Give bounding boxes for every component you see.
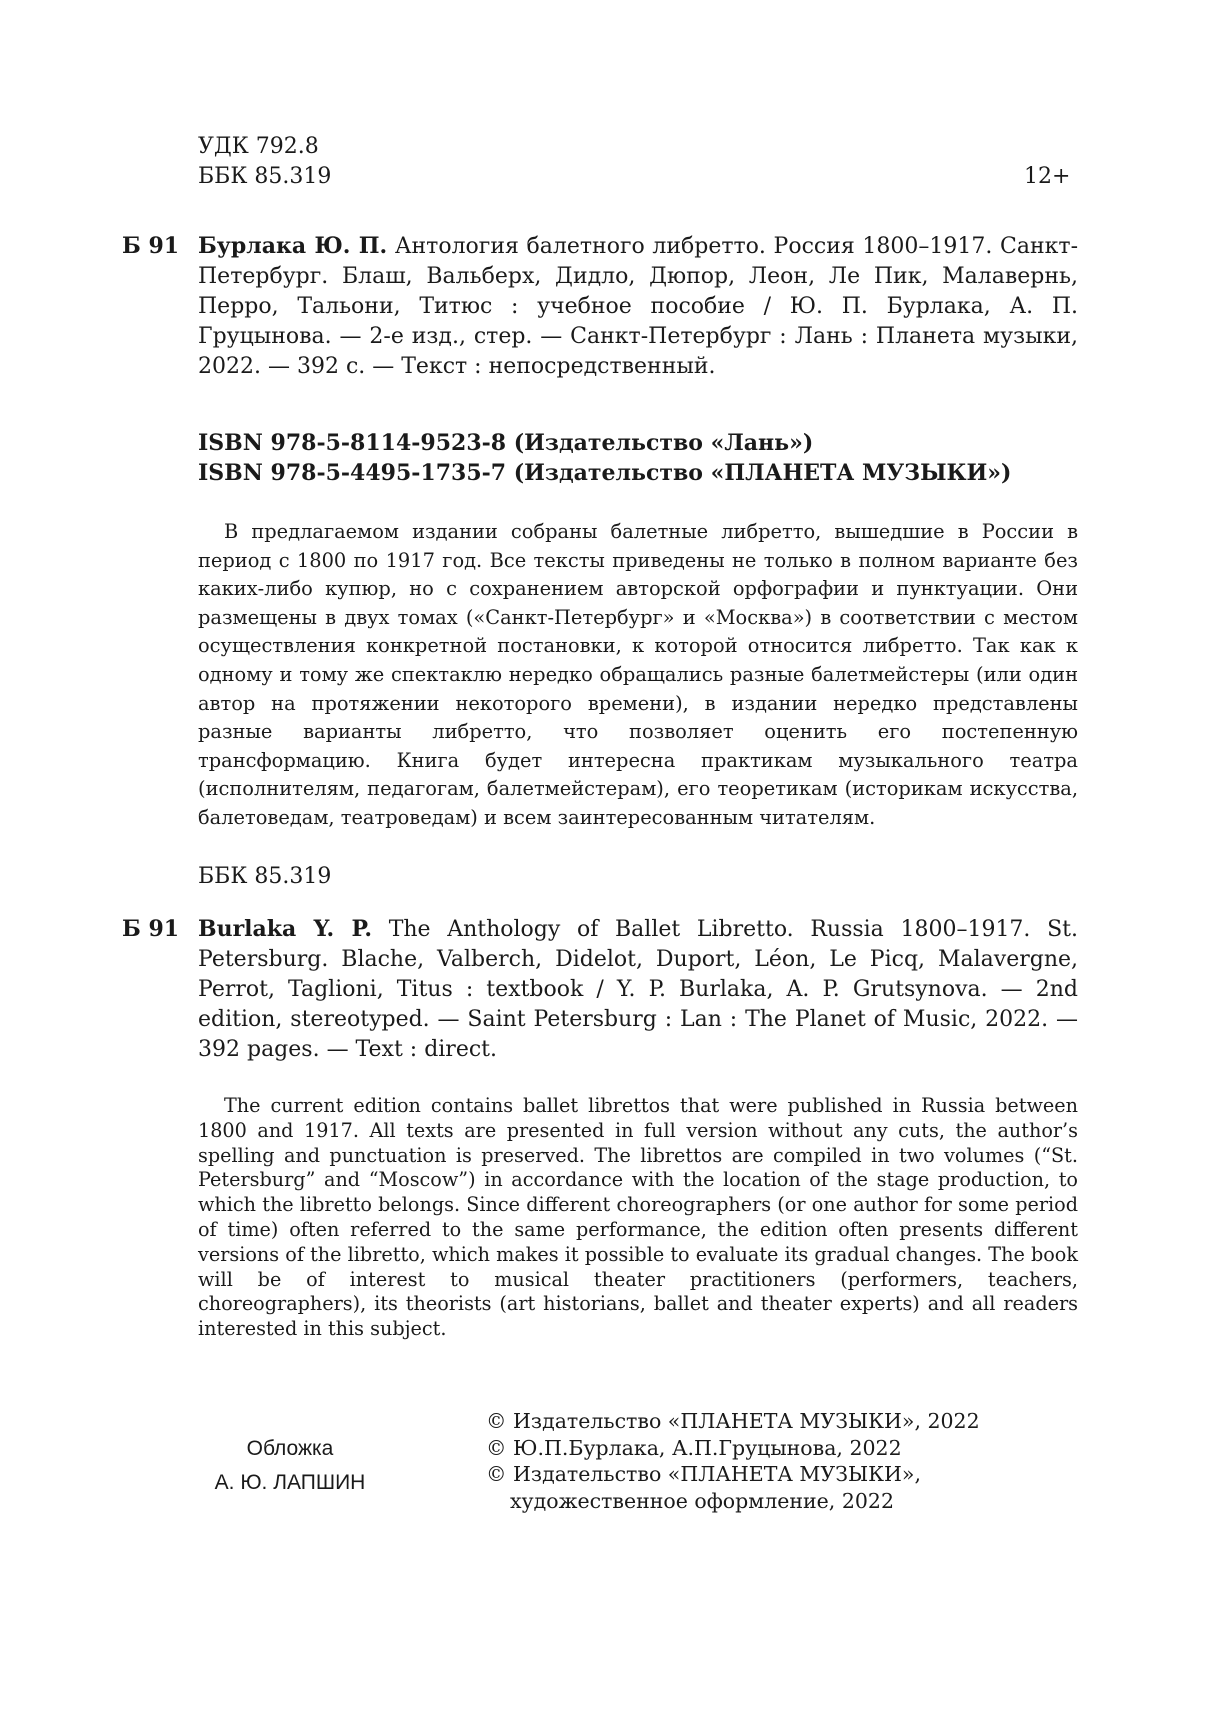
entry-text-en: The Anthology of Ballet Libretto. Russia 1800–1917. St. Petersburg. Blache, Valberch, Didelot, Duport, Léon, Le Picq, Malavergne, Perrot, Taglioni, Titus : textbook / Y. P. Burlaka, A. P. Grutsynova. — 2nd edition, stereotyped. — Saint Petersburg : Lan : The Planet of Music, 2022. — 392 pages. — Text : direct.: [198, 917, 1078, 1062]
isbn-planeta: ISBN 978-5-4495-1735-7 (Издательство «ПЛАНЕТА МУЗЫКИ»): [198, 460, 1012, 486]
bbk-code-repeat: ББК 85.319: [198, 864, 332, 889]
cover-label: Обложка: [246, 1437, 334, 1460]
cover-artist: А. Ю. ЛАПШИН: [214, 1471, 366, 1494]
isbn-block: [198, 428, 1011, 488]
copyright-notices: [486, 1408, 980, 1514]
copyright-design: © Издательство «ПЛАНЕТА МУЗЫКИ»,: [486, 1462, 921, 1486]
entry-text-ru: Антология балетного либретто. Россия 1800–1917. Санкт-Петербург. Блаш, Вальберх, Дидло, Дюпор, Леон, Ле Пик, Малавернь, Перро, Тальони, Титюс : учебное пособие / Ю. П. Бурлака, А. П. Груцынова. — 2-е изд., стер. — Санкт-Петербург : Лань : Планета музыки, 2022. — 392 с. — Текст : непосредственный.: [198, 234, 1079, 379]
copyright-design-detail: художественное оформление, 2022: [510, 1488, 895, 1513]
age-rating: 12+: [1024, 164, 1071, 189]
abstract-ru: В предлагаемом издании собраны балетные либретто, вышедшие в России в период с 1800 по 1917 год. Все тексты приведены не только в полном варианте без каких-либо купюр, но с сохранением авторской орфографии и пунктуации. Они размещены в двух томах («Санкт-Петербург» и «Москва») в соответствии с местом осуществления конкретной постановки, к которой относится либретто. Так как к одному и тому же спектаклю нередко обращались разные балетмейстеры (или один автор на протяжении некоторого времени), в издании нередко представлены разные варианты либретто, что позволяет оценить его постепенную трансформацию. Книга будет интересна практикам музыкального театра (исполнителям, педагогам, балетмейстерам), его теоретикам (историкам искусства, балетоведам, театроведам) и всем заинтересованным читателям.: [198, 520, 1078, 829]
abstract-en: The current edition contains ballet librettos that were published in Russia between 1800 and 1917. All texts are presented in full version without any cuts, the author’s spelling and punctuation is preserved. The librettos are compiled in two volumes (“St. Petersburg” and “Moscow”) in accordance with the location of the stage production, to which the libretto belongs. Since different choreographers (or one author for some period of time) often referred to the same performance, the edition often presents different versions of the libretto, which makes it possible to evaluate its gradual changes. The book will be of interest to musical theater practitioners (performers, teachers, choreographers), its theorists (art historians, ballet and theater experts) and all readers interested in this subject.: [198, 1094, 1078, 1341]
entry-author-ru: Бурлака Ю. П.: [198, 233, 388, 259]
isbn-lan: ISBN 978-5-8114-9523-8 (Издательство «Лань»): [198, 430, 814, 456]
bibliographic-entry-ru: [198, 231, 1078, 382]
copyright-publisher: © Издательство «ПЛАНЕТА МУЗЫКИ», 2022: [486, 1409, 980, 1433]
udk-code: УДК 792.8: [198, 134, 319, 159]
author-mark-ru: Б 91: [122, 233, 180, 259]
copyright-authors: © Ю.П.Бурлака, А.П.Груцынова, 2022: [486, 1435, 902, 1460]
bbk-code: ББК 85.319: [198, 164, 332, 189]
cover-credit: [180, 1432, 400, 1500]
classification-block: [198, 132, 331, 192]
entry-author-en: Burlaka Y. P.: [198, 916, 373, 942]
author-mark-en: Б 91: [122, 916, 180, 942]
bibliographic-entry-en: [198, 914, 1078, 1065]
